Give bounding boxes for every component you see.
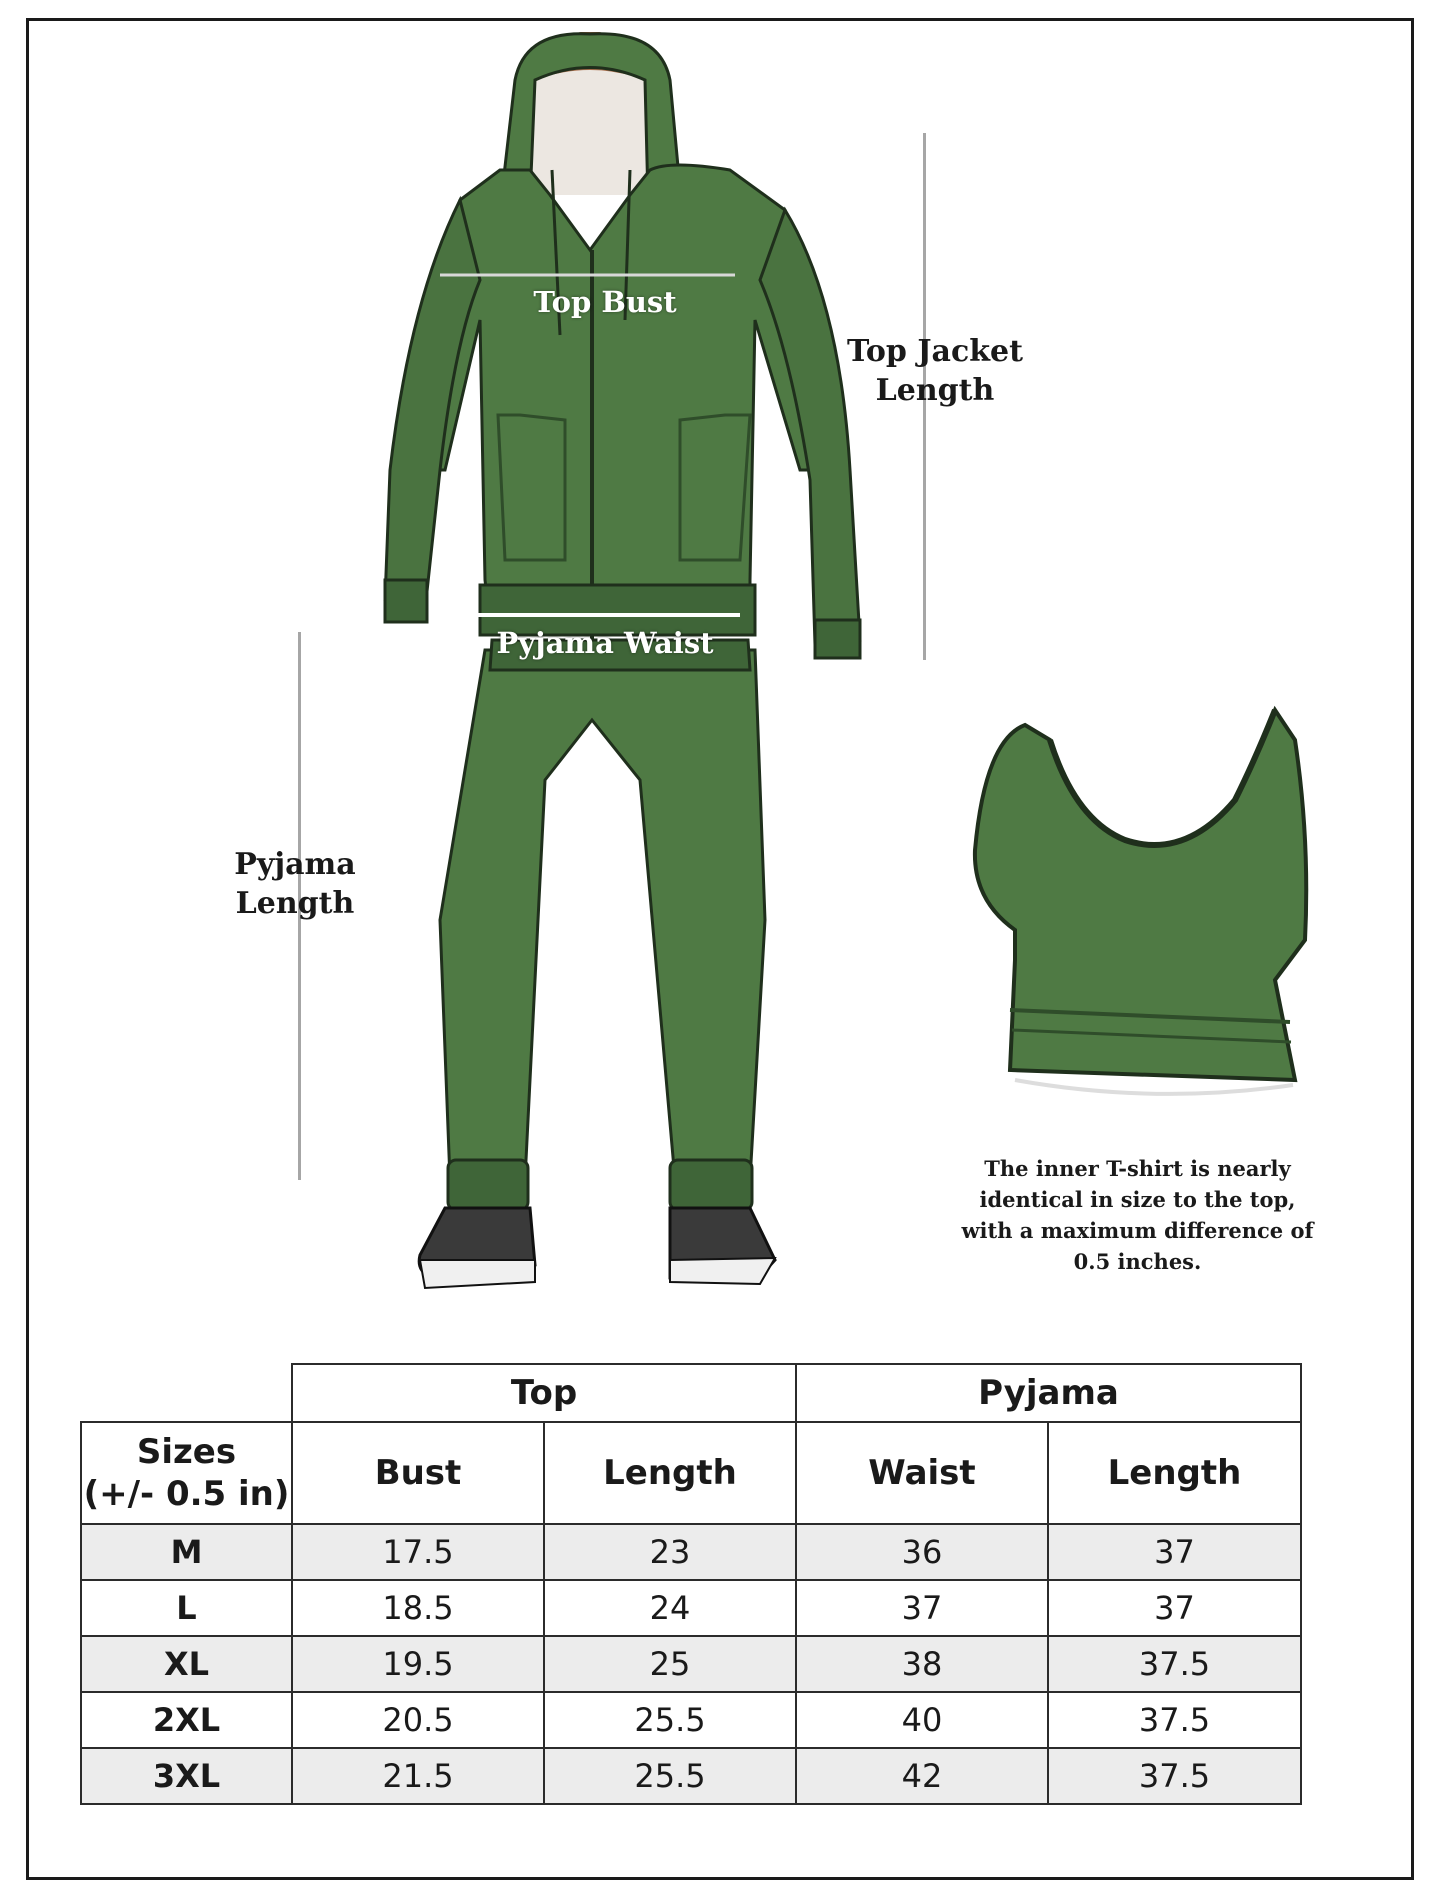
- inner-tshirt-note: The inner T-shirt is nearly identical in size to the top, with a maximum difference of 0.5 inches.: [961, 1156, 1314, 1274]
- size-cell: 3XL: [81, 1748, 292, 1804]
- table-row: [81, 1748, 1301, 1804]
- top-bust-label: Top Bust: [533, 285, 677, 319]
- bust-cell: 20.5: [292, 1692, 544, 1748]
- size-cell: XL: [81, 1636, 292, 1692]
- top-length-cell: 23: [544, 1524, 796, 1580]
- pyjama-length-cell: 37.5: [1048, 1636, 1301, 1692]
- group-header-pyjama: Pyjama: [796, 1364, 1301, 1422]
- bust-cell: 17.5: [292, 1524, 544, 1580]
- table-row: [81, 1580, 1301, 1636]
- bust-cell: 21.5: [292, 1748, 544, 1804]
- table-row: [81, 1636, 1301, 1692]
- bust-cell: 19.5: [292, 1636, 544, 1692]
- size-cell: 2XL: [81, 1692, 292, 1748]
- waist-cell: 37: [796, 1580, 1048, 1636]
- column-header-pyjama-length: Length: [1048, 1422, 1301, 1524]
- pyjama-length-cell: 37: [1048, 1524, 1301, 1580]
- top-length-cell: 24: [544, 1580, 796, 1636]
- column-header-bust: Bust: [292, 1422, 544, 1524]
- inner-top-illustration: [955, 700, 1330, 1120]
- table-corner-cell: [81, 1364, 292, 1422]
- column-header-waist: Waist: [796, 1422, 1048, 1524]
- top-jacket-length-label: Top Jacket Length: [847, 334, 1023, 408]
- group-header-top: Top: [292, 1364, 796, 1422]
- top-length-cell: 25.5: [544, 1748, 796, 1804]
- table-group-header-row: [81, 1364, 1301, 1422]
- pyjama-length-label: Pyjama Length: [234, 847, 356, 921]
- table-row: [81, 1524, 1301, 1580]
- size-cell: M: [81, 1524, 292, 1580]
- size-cell: L: [81, 1580, 292, 1636]
- pyjama-waist-label: Pyjama Waist: [496, 626, 714, 660]
- size-chart-table: [80, 1363, 1302, 1805]
- pyjama-length-cell: 37.5: [1048, 1748, 1301, 1804]
- bust-cell: 18.5: [292, 1580, 544, 1636]
- waist-cell: 40: [796, 1692, 1048, 1748]
- table-column-header-row: [81, 1422, 1301, 1524]
- sizes-header: Sizes (+/- 0.5 in): [81, 1422, 292, 1524]
- waist-cell: 42: [796, 1748, 1048, 1804]
- tracksuit-illustration: [330, 20, 875, 1320]
- pyjama-length-cell: 37: [1048, 1580, 1301, 1636]
- top-length-cell: 25.5: [544, 1692, 796, 1748]
- waist-cell: 36: [796, 1524, 1048, 1580]
- waist-cell: 38: [796, 1636, 1048, 1692]
- top-length-cell: 25: [544, 1636, 796, 1692]
- table-row: [81, 1692, 1301, 1748]
- pyjama-length-cell: 37.5: [1048, 1692, 1301, 1748]
- column-header-top-length: Length: [544, 1422, 796, 1524]
